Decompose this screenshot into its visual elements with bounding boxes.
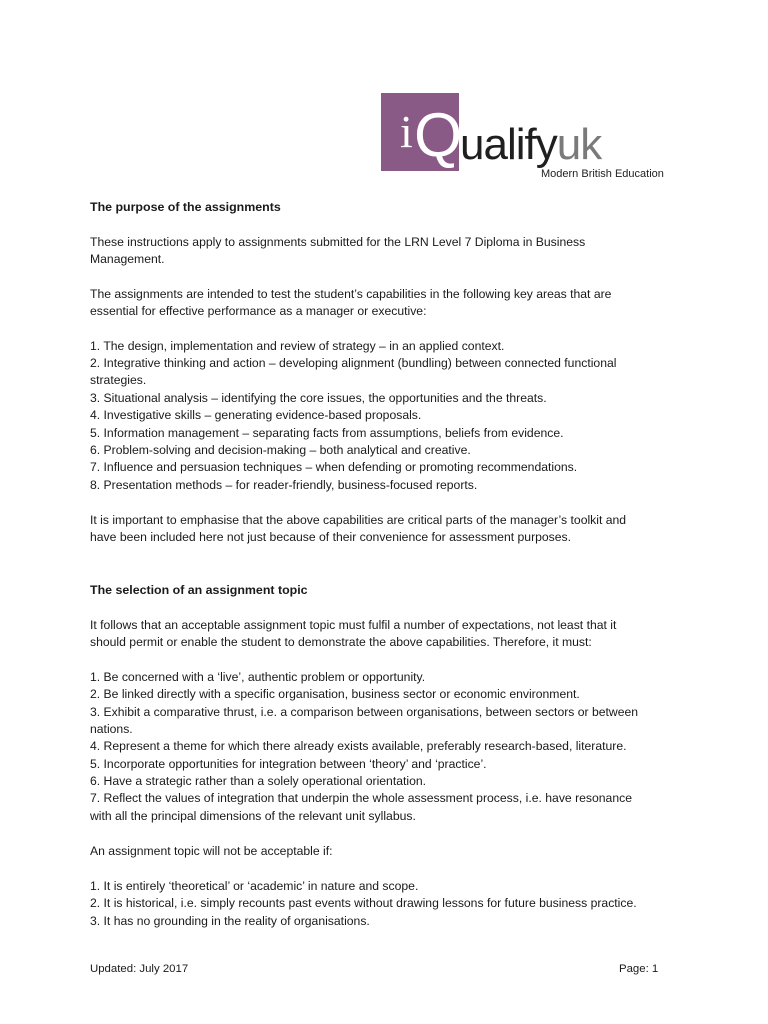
list-item: 6. Problem-solving and decision-making – both analytical and creative. (90, 443, 471, 457)
list-item: with all the principal dimensions of the relevant unit syllabus. (90, 809, 416, 823)
logo-wordmark (460, 119, 601, 171)
paragraph-line: Management. (90, 252, 165, 266)
list-item: 2. Integrative thinking and action – developing alignment (bundling) between connected functional (90, 356, 617, 370)
list-item: nations. (90, 722, 133, 736)
list-item: 2. Be linked directly with a specific organisation, business sector or economic environment. (90, 687, 580, 701)
list-item: 2. It is historical, i.e. simply recounts past events without drawing lessons for future business practice. (90, 896, 637, 910)
logo-wordmark-uk: uk (556, 120, 602, 169)
footer-page-number: Page: 1 (619, 963, 659, 975)
section-heading-selection: The selection of an assignment topic (90, 583, 308, 597)
list-item: strategies. (90, 373, 147, 387)
list-item: 3. It has no grounding in the reality of organisations. (90, 914, 370, 928)
logo-wordmark-ualify: ualify (460, 120, 557, 169)
footer-updated-date: Updated: July 2017 (90, 963, 189, 975)
list-item: 6. Have a strategic rather than a solely operational orientation. (90, 774, 427, 788)
paragraph-line: These instructions apply to assignments submitted for the LRN Level 7 Diploma in Business (90, 235, 586, 249)
list-item: 1. It is entirely ‘theoretical’ or ‘academic’ in nature and scope. (90, 879, 419, 893)
paragraph-line: have been included here not just because of their convenience for assessment purposes. (90, 530, 572, 544)
list-item: 1. The design, implementation and review of strategy – in an applied context. (90, 339, 505, 353)
paragraph-line: should permit or enable the student to demonstrate the above capabilities. Therefore, it must: (90, 635, 592, 649)
logo-letter-q: Q (414, 101, 463, 170)
list-item: 1. Be concerned with a ‘live’, authentic problem or opportunity. (90, 670, 426, 684)
list-item: 4. Investigative skills – generating evidence-based proposals. (90, 408, 422, 422)
paragraph-line: It is important to emphasise that the above capabilities are critical parts of the manager’s toolkit and (90, 513, 627, 527)
paragraph-line: It follows that an acceptable assignment topic must fulfil a number of expectations, not least that it (90, 618, 617, 632)
list-item: 3. Situational analysis – identifying the core issues, the opportunities and the threats. (90, 391, 547, 405)
logo-letter-i: i (400, 106, 413, 157)
list-item: 8. Presentation methods – for reader-friendly, business-focused reports. (90, 478, 478, 492)
paragraph-line: essential for effective performance as a manager or executive: (90, 304, 427, 318)
list-item: 7. Reflect the values of integration that underpin the whole assessment process, i.e. have resonance (90, 791, 632, 805)
list-item: 5. Information management – separating facts from assumptions, beliefs from evidence. (90, 426, 564, 440)
logo-tagline: Modern British Education (541, 168, 664, 180)
list-item: 3. Exhibit a comparative thrust, i.e. a comparison between organisations, between sectors or between (90, 705, 639, 719)
paragraph-line: The assignments are intended to test the student’s capabilities in the following key areas that are (90, 287, 612, 301)
list-item: 5. Incorporate opportunities for integration between ‘theory’ and ‘practice’. (90, 757, 487, 771)
logo-purple-box (381, 93, 463, 171)
section-heading-purpose: The purpose of the assignments (90, 200, 281, 214)
list-item: 4. Represent a theme for which there already exists available, preferably research-based, literature. (90, 739, 627, 753)
list-item: 7. Influence and persuasion techniques – when defending or promoting recommendations. (90, 460, 578, 474)
paragraph-line: An assignment topic will not be acceptable if: (90, 844, 333, 858)
iqualifyuk-logo (381, 93, 681, 183)
